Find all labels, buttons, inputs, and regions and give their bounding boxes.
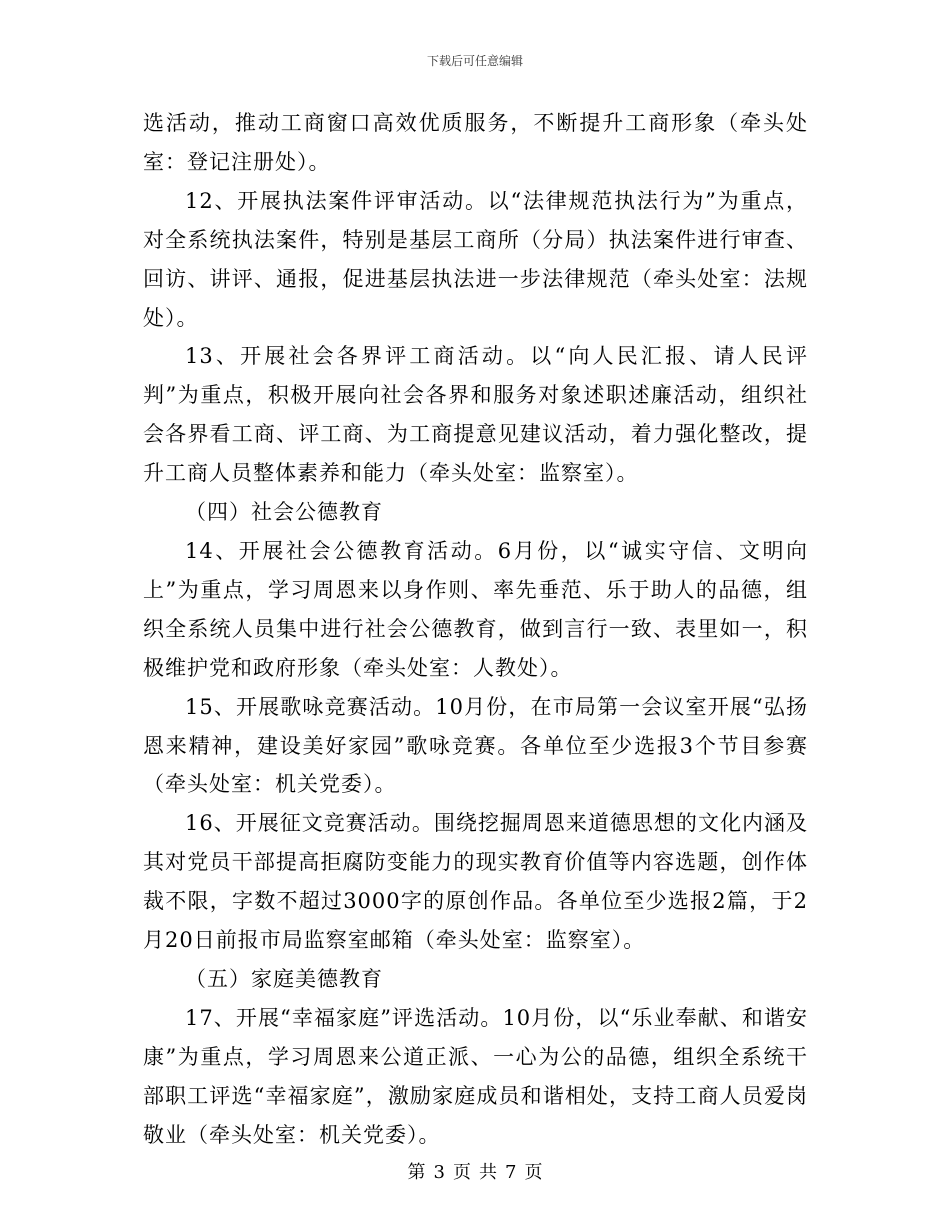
paragraph-item-15: 15、开展歌咏竞赛活动。10月份，在市局第一会议室开展“弘扬恩来精神，建设美好家园”歌咏竞赛。各单位至少选报3个节目参赛（牵头处室：机关党委）。 — [143, 694, 808, 797]
footer-suffix: 页 — [524, 1162, 543, 1183]
footer-prefix: 第 — [407, 1162, 426, 1183]
paragraph-item-16: 16、开展征文竞赛活动。围绕挖掘周恩来道德思想的文化内涵及其对党员干部提高拒腐防变能力的现实教育价值等内容选题，创作体裁不限，字数不超过3000字的原创作品。各单位至少选报2篇，于2月20日前报市局监察室邮箱（牵头处室：监察室）。 — [143, 811, 808, 953]
page-footer — [0, 1158, 950, 1184]
paragraph-item-13: 13、开展社会各界评工商活动。以“向人民汇报、请人民评判”为重点，积极开展向社会各界和服务对象述职述廉活动，组织社会各界看工商、评工商、为工商提意见建议活动，着力强化整改，提升工商人员整体素养和能力（牵头处室：监察室）。 — [143, 344, 808, 486]
footer-page-number: 3 — [433, 1162, 445, 1183]
section-heading-4: （四）社会公德教育 — [185, 500, 383, 525]
paragraph-continuation: 选活动，推动工商窗口高效优质服务，不断提升工商形象（牵头处室：登记注册处）。 — [143, 111, 808, 174]
footer-total-word: 共 — [479, 1162, 497, 1183]
page-header-note: 下载后可任意编辑 — [426, 54, 523, 68]
footer-total-pages: 7 — [505, 1162, 517, 1183]
document-body — [143, 104, 808, 1154]
footer-page-word: 页 — [453, 1162, 471, 1183]
section-heading-5: （五）家庭美德教育 — [185, 966, 383, 991]
paragraph-item-14: 14、开展社会公德教育活动。6月份，以“诚实守信、文明向上”为重点，学习周恩来以身作则、率先垂范、乐于助人的品德，组织全系统人员集中进行社会公德教育，做到言行一致、表里如一，积极维护党和政府形象（牵头处室：人教处）。 — [143, 538, 808, 680]
paragraph-item-17: 17、开展“幸福家庭”评选活动。10月份，以“乐业奉献、和谐安康”为重点，学习周恩来公道正派、一心为公的品德，组织全系统干部职工评选“幸福家庭”，激励家庭成员和谐相处，支持工商人员爱岗敬业（牵头处室：机关党委）。 — [143, 1005, 808, 1147]
paragraph-item-12: 12、开展执法案件评审活动。以“法律规范执法行为”为重点，对全系统执法案件，特别是基层工商所（分局）执法案件进行审查、回访、讲评、通报，促进基层执法进一步法律规范（牵头处室：法规处）。 — [143, 188, 808, 330]
